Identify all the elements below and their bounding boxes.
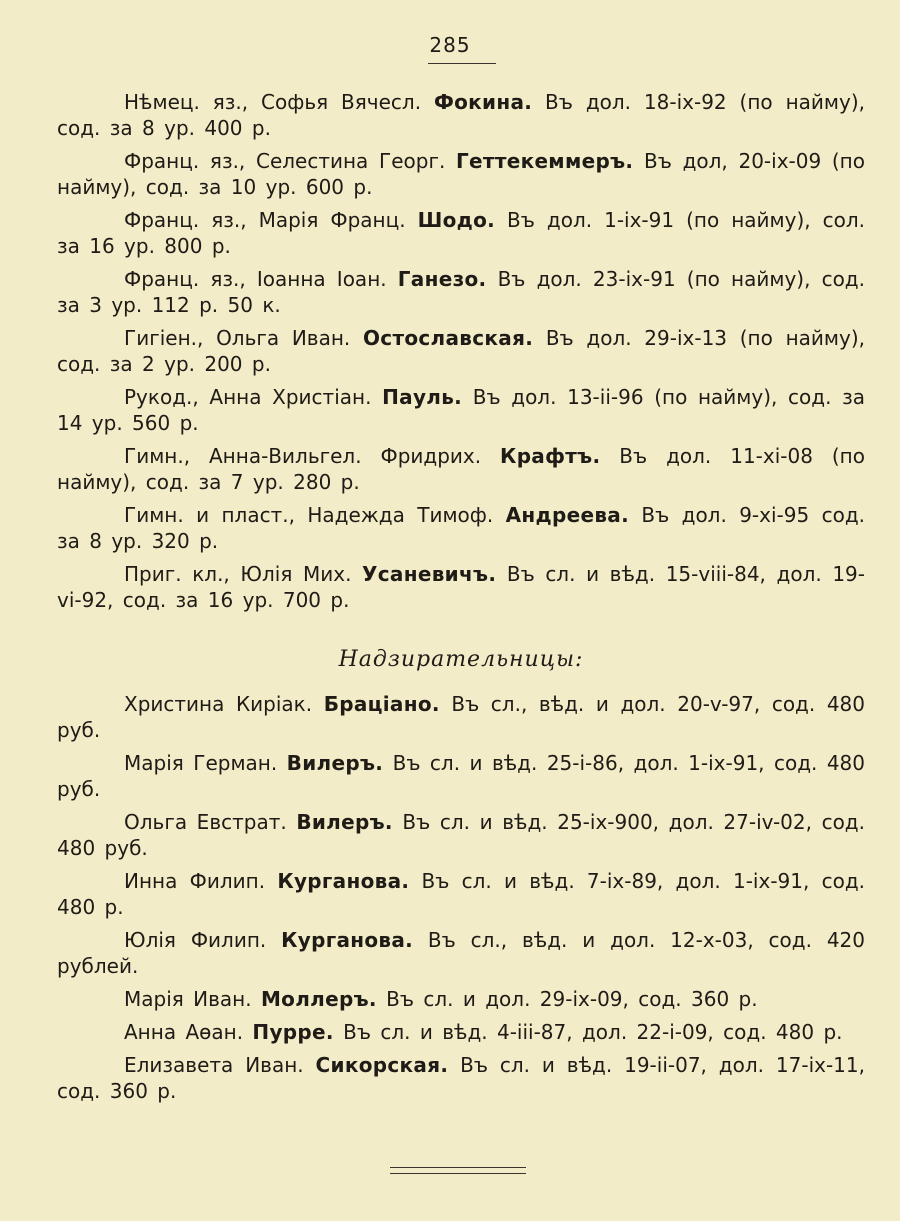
surname: Усаневичъ. (362, 562, 497, 586)
surname: Сикорская. (315, 1053, 449, 1077)
section-heading: Надзирательницы: (338, 647, 584, 672)
page-number: 285 (429, 33, 471, 57)
surname: Курганова. (277, 869, 410, 893)
teacher-entry: Рукод., Анна Христіан. Пауль. Въ дол. 13-ii-96 (по найму), сод. за 14 ур. 560 р. (57, 385, 865, 435)
surname: Вилеръ. (296, 810, 393, 834)
surname: Остославская. (363, 326, 534, 350)
surname: Ганезо. (397, 267, 487, 291)
surname: Шодо. (417, 208, 496, 232)
footer-double-rule (390, 1167, 526, 1174)
surname: Геттекеммеръ. (456, 149, 634, 173)
supervisor-entry: Христина Киріак. Брацiано. Въ сл., вѣд. и дол. 20-v-97, сод. 480 руб. (57, 692, 865, 742)
supervisor-entry: Марія Герман. Вилеръ. Въ сл. и вѣд. 25-i-86, дол. 1-ix-91, сод. 480 руб. (57, 751, 866, 801)
teacher-entry: Нѣмец. яз., Софья Вячесл. Фокина. Въ дол. 18-ix-92 (по найму), сод. за 8 ур. 400 р. (57, 90, 865, 140)
teacher-entry: Гигіен., Ольга Иван. Остославская. Въ дол. 29-ix-13 (по найму), сод. за 2 ур. 200 р. (57, 326, 865, 376)
supervisor-entry: Инна Филип. Курганова. Въ сл. и вѣд. 7-ix-89, дол. 1-ix-91, сод. 480 р. (57, 869, 866, 919)
surname: Моллеръ. (260, 987, 377, 1011)
surname: Пауль. (382, 385, 463, 409)
supervisor-entry: Ольга Евстрат. Вилеръ. Въ сл. и вѣд. 25-ix-900, дол. 27-iv-02, сод. 480 руб. (57, 810, 865, 860)
surname: Фокина. (433, 90, 533, 114)
supervisor-entry: Марія Иван. Моллеръ. Въ сл. и дол. 29-ix-09, сод. 360 р. (124, 987, 758, 1011)
surname: Брацiано. (323, 692, 440, 716)
teacher-entry: Гимн. и пласт., Надежда Тимоф. Андреева. Въ дол. 9-xi-95 сод. за 8 ур. 320 р. (57, 503, 866, 553)
teacher-entry: Гимн., Анна-Вильгел. Фридрих. Крафтъ. Въ дол. 11-xi-08 (по найму), сод. за 7 ур. 280 р. (57, 444, 865, 494)
surname: Пурре. (252, 1020, 334, 1044)
page-content (57, 89, 865, 1111)
supervisor-entry: Елизавета Иван. Сикорская. Въ сл. и вѣд. 19-ii-07, дол. 17-ix-11, сод. 360 р. (57, 1053, 865, 1103)
teacher-entry: Франц. яз., Селестина Георг. Геттекеммеръ. Въ дол, 20-ix-09 (по найму), сод. за 10 ур. 600 р. (57, 149, 865, 199)
surname: Крафтъ. (500, 444, 601, 468)
supervisor-entry: Анна Аѳан. Пурре. Въ сл. и вѣд. 4-iii-87, дол. 22-i-09, сод. 480 р. (124, 1020, 843, 1044)
surname: Андреева. (505, 503, 629, 527)
teachers-list (57, 89, 865, 613)
page-number-underline (428, 63, 496, 64)
surname: Вилеръ. (286, 751, 384, 775)
supervisors-list (57, 691, 865, 1104)
teacher-entry: Франц. яз., Іоанна Іоан. Ганезо. Въ дол. 23-ix-91 (по найму), сод. за 3 ур. 112 р. 50 к. (57, 267, 865, 317)
surname: Курганова. (281, 928, 414, 952)
teacher-entry: Франц. яз., Марія Франц. Шодо. Въ дол. 1-ix-91 (по найму), сол. за 16 ур. 800 р. (57, 208, 865, 258)
teacher-entry: Приг. кл., Юлія Мих. Усаневичъ. Въ сл. и вѣд. 15-viii-84, дол. 19-vi-92, сод. за 16 ур. 700 р. (57, 562, 865, 612)
supervisor-entry: Юлія Филип. Курганова. Въ сл., вѣд. и дол. 12-x-03, сод. 420 рублей. (57, 928, 866, 978)
